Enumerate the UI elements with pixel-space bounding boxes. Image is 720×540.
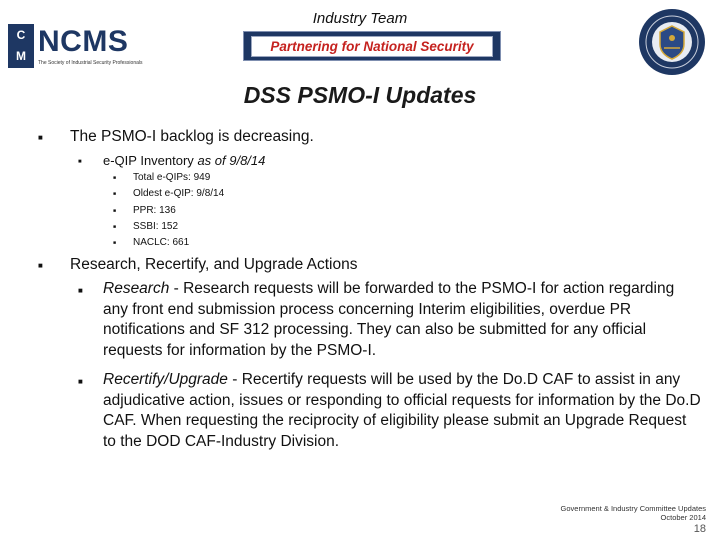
ncms-logo-word: NCMS	[38, 25, 129, 58]
recertify-paragraph	[103, 370, 703, 452]
footer-caption	[561, 504, 706, 522]
bullet-marker: ■	[78, 377, 83, 386]
stat-item: SSBI: 152	[133, 221, 179, 232]
bullet-actions: Research, Recertify, and Upgrade Actions	[70, 256, 358, 273]
research-paragraph	[103, 279, 703, 361]
header-team-title: Industry Team	[312, 10, 408, 27]
research-term: Research	[103, 280, 170, 297]
ncms-mark-c: C	[16, 28, 26, 42]
research-text: - Research requests will be forwarded to the PSMO-I for action regarding any front end submission process concerning Interim eligibilities, overdue PR notifications and SF 312 processing. They can also be submitted for any official requests for information by the PSMO-I.	[103, 280, 675, 359]
footer-line1: Government & Industry Committee Updates	[560, 504, 706, 513]
bullet-marker: ■	[113, 191, 117, 197]
stat-item: PPR: 136	[133, 205, 176, 216]
bullet-marker: ■	[113, 175, 117, 181]
inventory-date: as of 9/8/14	[197, 153, 266, 168]
bullet-marker: ■	[113, 208, 117, 214]
bullet-marker: ■	[38, 133, 43, 142]
ncms-logo-mark	[8, 24, 34, 68]
bullet-marker: ■	[113, 240, 117, 246]
recertify-text: - Recertify requests will be used by the Do.D CAF to assist in any adjudicative action, issues or responding to official requests for information by the Do.D CAF. When requesting the reciprocity of eligibility please submit an Upgrade Request to the DOD CAF-Industry Division.	[103, 371, 701, 450]
ncms-logo-subtitle: The Society of Industrial Security Professionals	[38, 60, 143, 66]
partnering-banner-text: Partnering for National Security	[251, 36, 493, 57]
ncms-logo	[8, 24, 148, 68]
bullet-marker: ■	[38, 261, 43, 270]
dss-seal-icon	[638, 8, 706, 76]
bullet-marker: ■	[78, 286, 83, 295]
inventory-label: e-QIP Inventory	[103, 153, 194, 168]
partnering-banner	[243, 31, 501, 61]
bullet-backlog: The PSMO-I backlog is decreasing.	[70, 128, 314, 145]
slide-title: DSS PSMO-I Updates	[243, 82, 477, 108]
bullet-inventory	[103, 153, 265, 168]
stat-item: Oldest e-QIP: 9/8/14	[133, 188, 225, 199]
footer-line2: October 2014	[660, 513, 706, 522]
stat-item: Total e-QIPs: 949	[133, 172, 211, 183]
page-number: 18	[693, 523, 706, 535]
ncms-mark-m: M	[16, 49, 26, 63]
bullet-marker: ■	[78, 159, 82, 165]
bullet-marker: ■	[113, 224, 117, 230]
stat-item: NACLC: 661	[133, 237, 190, 248]
recertify-term: Recertify/Upgrade	[103, 371, 228, 388]
